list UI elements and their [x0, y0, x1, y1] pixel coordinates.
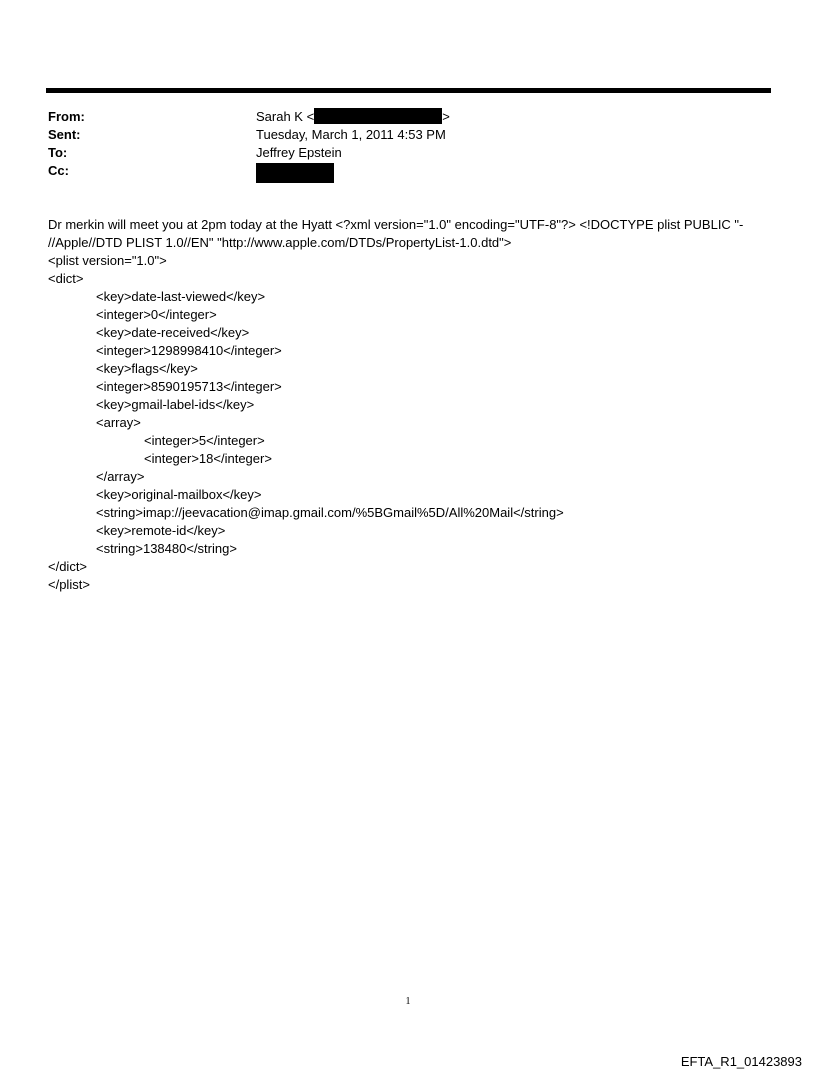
page-number: 1: [405, 996, 411, 1007]
body-line: <key>gmail-label-ids</key>: [96, 397, 255, 412]
body-line: <array>: [96, 415, 141, 430]
body-line: <key>date-last-viewed</key>: [96, 289, 266, 304]
from-email-redaction: [314, 108, 442, 124]
from-tail: >: [442, 109, 450, 124]
body-line: <dict>: [48, 271, 84, 286]
from-value: [256, 108, 450, 126]
body-line: <integer>5</integer>: [144, 433, 265, 448]
email-body: [48, 216, 778, 594]
cc-label: Cc:: [48, 163, 69, 178]
body-line: <key>date-received</key>: [96, 325, 250, 340]
to-label: To:: [48, 145, 68, 160]
body-line: <integer>8590195713</integer>: [96, 379, 282, 394]
body-line: <plist version="1.0">: [48, 253, 167, 268]
cc-redaction: [256, 163, 334, 183]
from-label: From:: [48, 109, 85, 124]
body-line: <integer>1298998410</integer>: [96, 343, 282, 358]
sent-value: Tuesday, March 1, 2011 4:53 PM: [256, 127, 446, 142]
body-line: </array>: [96, 469, 145, 484]
header-rule: [46, 88, 771, 93]
body-line: </dict>: [48, 559, 88, 574]
body-line: //Apple//DTD PLIST 1.0//EN" "http://www.apple.com/DTDs/PropertyList-1.0.dtd">: [48, 235, 512, 250]
body-line: Dr merkin will meet you at 2pm today at the Hyatt <?xml version="1.0" encoding="UTF-8"?> <!DOCTYPE plist PUBLIC "-: [48, 217, 744, 232]
from-name: Sarah K <: [256, 109, 315, 124]
to-value: Jeffrey Epstein: [256, 145, 342, 160]
body-line: <key>original-mailbox</key>: [96, 487, 262, 502]
body-line: <string>138480</string>: [96, 541, 237, 556]
body-line: <integer>18</integer>: [144, 451, 272, 466]
body-line: <integer>0</integer>: [96, 307, 217, 322]
sent-label: Sent:: [48, 127, 81, 142]
cc-value: [256, 162, 334, 183]
body-line: <key>remote-id</key>: [96, 523, 226, 538]
body-line: </plist>: [48, 577, 90, 592]
body-line: <string>imap://jeevacation@imap.gmail.com/%5BGmail%5D/All%20Mail</string>: [96, 505, 564, 520]
bates-number: EFTA_R1_01423893: [680, 1054, 802, 1069]
body-line: <key>flags</key>: [96, 361, 198, 376]
